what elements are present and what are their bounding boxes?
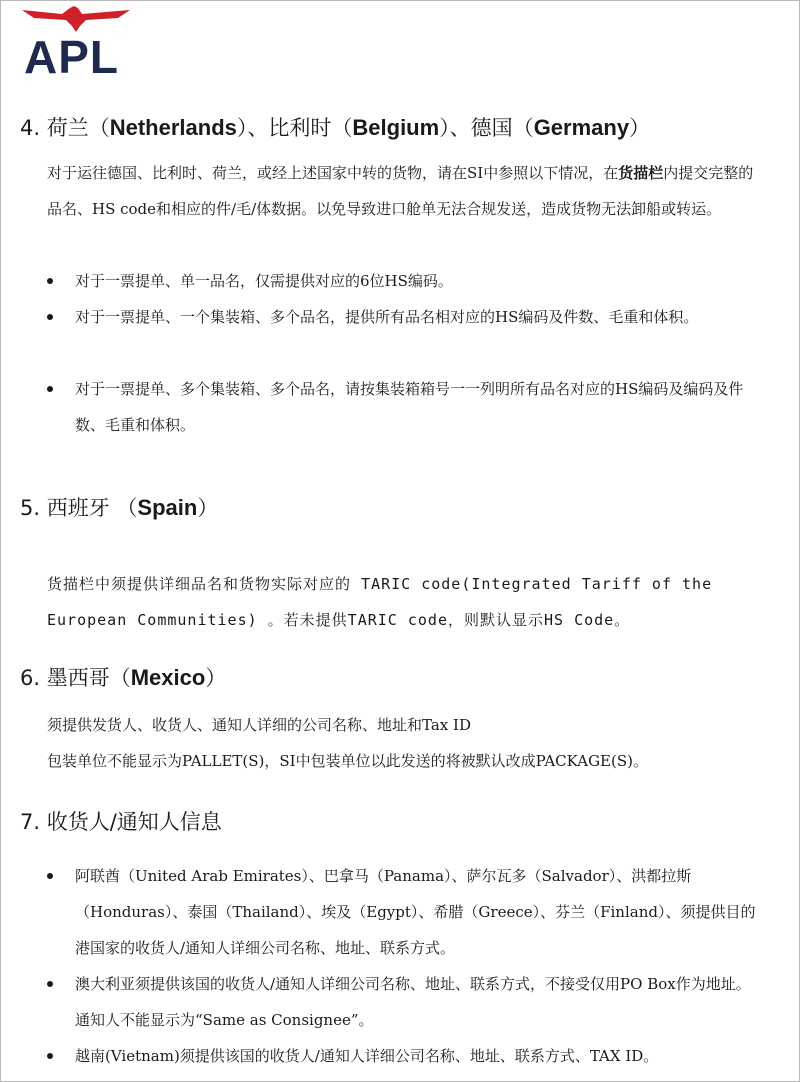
list-item-text: 对于一票提单、一个集装箱、多个品名，提供所有品名相对应的HS编码及件数、毛重和体积。 (75, 308, 699, 326)
section-6-heading (20, 664, 226, 692)
section-4-intro (47, 155, 765, 227)
bullet-dot (47, 314, 53, 320)
heading-part: 荷兰（ (46, 116, 110, 140)
section-7-heading (20, 808, 222, 836)
heading-part: 收货人/通知人信息 (46, 810, 222, 834)
section-number: 6. (20, 666, 41, 690)
list-item (47, 263, 765, 299)
logo-text: APL (24, 31, 119, 83)
list-item (47, 371, 765, 443)
bullet-dot (47, 873, 53, 879)
heading-part: ）、比利时（ (236, 116, 353, 140)
heading-part: ）、德国（ (439, 116, 534, 140)
list-item-text: 澳大利亚须提供该国的收货人/通知人详细公司名称、地址、联系方式，不接受仅用PO Box作为地址。通知人不能显示为“Same as Consignee”。 (75, 975, 751, 1029)
list-item-text: 对于一票提单、多个集装箱、多个品名，请按集装箱箱号一一列明所有品名对应的HS编码及编码及件数、毛重和体积。 (75, 380, 744, 434)
bullet-dot (47, 386, 53, 392)
heading-part: ） (205, 666, 227, 690)
apl-logo (22, 6, 132, 84)
heading-latin: Mexico (130, 665, 206, 690)
heading-part: 西班牙 （ (46, 496, 138, 520)
list-item (47, 858, 765, 966)
list-item (47, 966, 765, 1038)
intro-text: 对于运往德国、比利时、荷兰，或经上述国家中转的货物，请在SI中参照以下情况，在 (47, 164, 619, 182)
heading-part: ） (197, 496, 219, 520)
bullet-dot (47, 981, 53, 987)
bullet-dot (47, 278, 53, 284)
heading-part: ） (629, 116, 651, 140)
section-5-paragraph: 货描栏中须提供详细品名和货物实际对应的 TARIC code(Integrated Tariff of the European Communities) 。若未提供TARIC code，则默认显示HS Code。 (47, 575, 713, 629)
section-6-line: 须提供发货人、收货人、通知人详细的公司名称、地址和Tax ID (47, 716, 471, 734)
section-6-line: 包装单位不能显示为PALLET(S)，SI中包装单位以此发送的将被默认改成PACKAGE(S)。 (47, 752, 648, 770)
section-number: 7. (20, 810, 41, 834)
section-5-heading (20, 494, 218, 522)
eagle-icon (22, 6, 130, 34)
heading-latin: Spain (137, 495, 198, 520)
list-item (47, 299, 765, 335)
bullet-dot (47, 1053, 53, 1059)
heading-latin: Netherlands (109, 115, 237, 140)
intro-bold: 货描栏 (618, 164, 664, 182)
list-item-text: 对于一票提单、单一品名，仅需提供对应的6位HS编码。 (75, 272, 453, 290)
section-number: 4. (20, 116, 41, 140)
intro-text: 内提交完整的品名、HS code和相应的件/毛/体数据。以免导致进口舱单无法合规发送，造成货物无法卸船或转运。 (47, 164, 754, 218)
list-item-text: 越南(Vietnam)须提供该国的收货人/通知人详细公司名称、地址、联系方式、TAX ID。 (75, 1047, 659, 1065)
section-4-heading (20, 114, 650, 142)
section-number: 5. (20, 496, 41, 520)
heading-latin: Germany (533, 115, 630, 140)
list-item-text: 阿联酋（United Arab Emirates）、巴拿马（Panama）、萨尔瓦多（Salvador）、洪都拉斯（Honduras）、泰国（Thailand）、埃及（Egypt）、希腊（Greece）、芬兰（Finland）、须提供目的港国家的收货人/通知人详细公司名称、地址、联系方式。 (75, 867, 756, 957)
heading-part: 墨西哥（ (46, 666, 131, 690)
heading-latin: Belgium (352, 115, 440, 140)
list-item (47, 1038, 765, 1074)
